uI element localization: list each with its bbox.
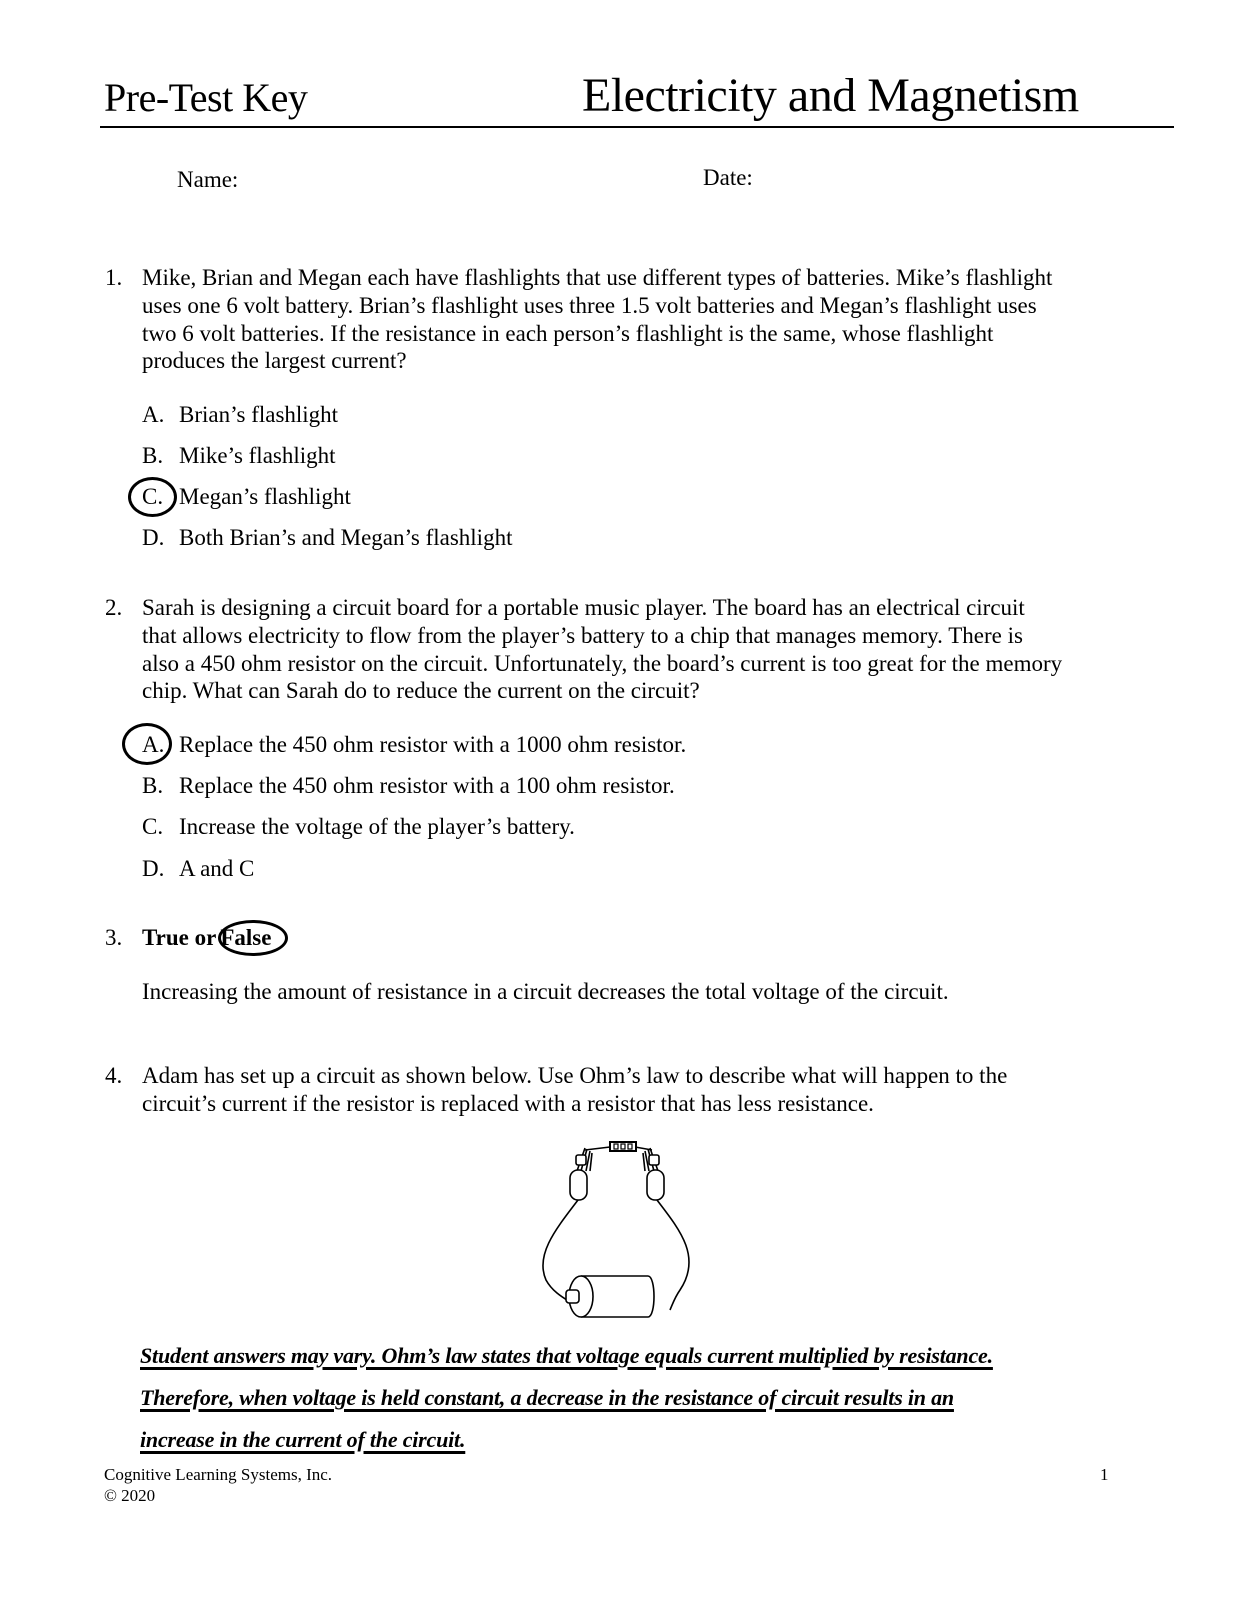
q2-option-b[interactable]: [142, 773, 675, 799]
q2-option-c[interactable]: [142, 814, 575, 840]
question-line: produces the largest current?: [142, 348, 407, 374]
question-line: that allows electricity to flow from the player’s battery to a chip that manages memory. There is: [142, 622, 1023, 648]
alligator-clip-right-icon: [643, 1148, 664, 1200]
question-text: [142, 594, 1142, 705]
q1-option-d[interactable]: [142, 525, 512, 551]
question-number: 4.: [105, 1063, 123, 1088]
right-wire: [657, 1200, 689, 1310]
question-4: [105, 1062, 1145, 1122]
option-text: Increase the voltage of the player’s battery.: [179, 814, 575, 839]
name-label: Name:: [177, 167, 239, 192]
question-2: [105, 594, 1145, 704]
question-number: 3.: [105, 925, 123, 950]
question-line: uses one 6 volt battery. Brian’s flashlight uses three 1.5 volt batteries and Megan’s flashlight uses: [142, 292, 1037, 318]
option-letter: A.: [142, 402, 165, 427]
page-number: 1: [1100, 1465, 1109, 1484]
option-text: Both Brian’s and Megan’s flashlight: [179, 525, 513, 550]
circuit-diagram: [530, 1135, 690, 1335]
option-letter: A.: [142, 732, 165, 757]
option-letter: D.: [142, 856, 165, 881]
option-text: Megan’s flashlight: [179, 484, 351, 509]
document-subtitle: Pre-Test Key: [104, 75, 308, 120]
true-option[interactable]: True: [142, 925, 189, 950]
option-letter: B.: [142, 443, 164, 468]
question-line: two 6 volt batteries. If the resistance in each person’s flashlight is the same, whose flashlight: [142, 320, 994, 346]
option-text: Brian’s flashlight: [179, 402, 339, 427]
footer-copyright: © 2020: [104, 1486, 156, 1505]
option-text: Mike’s flashlight: [179, 443, 336, 468]
false-option[interactable]: False: [220, 925, 272, 950]
battery-icon: [566, 1276, 654, 1317]
or-label: or: [194, 925, 217, 950]
circuit-drawing: [543, 1142, 689, 1317]
question-3: [105, 924, 705, 954]
option-letter: D.: [142, 525, 165, 550]
question-statement: Increasing the amount of resistance in a circuit decreases the total voltage of the circuit.: [142, 979, 949, 1004]
answer-circle-mark: [128, 477, 177, 517]
answer-circle-mark: [122, 723, 172, 765]
question-line: Sarah is designing a circuit board for a portable music player. The board has an electrical circuit: [142, 595, 1025, 620]
q2-option-a[interactable]: [142, 732, 686, 758]
option-text: Replace the 450 ohm resistor with a 1000 ohm resistor.: [179, 732, 687, 757]
question-line: circuit’s current if the resistor is replaced with a resistor that has less resistance.: [142, 1090, 874, 1116]
answer-line-1: Student answers may vary. Ohm’s law states that voltage equals current multiplied by resistance.: [140, 1343, 993, 1368]
document-title: Electricity and Magnetism: [582, 69, 1079, 122]
option-letter: C.: [142, 814, 164, 839]
q2-option-d[interactable]: [142, 856, 254, 882]
footer-company: Cognitive Learning Systems, Inc.: [104, 1465, 333, 1484]
option-text: Replace the 450 ohm resistor with a 100 ohm resistor.: [179, 773, 675, 798]
question-1: [105, 264, 1145, 374]
question-line: chip. What can Sarah do to reduce the current on the circuit?: [142, 678, 700, 704]
question-text: [142, 1062, 1142, 1118]
question-text: [142, 264, 1142, 375]
question-line: also a 450 ohm resistor on the circuit. Unfortunately, the board’s current is too great for the memory: [142, 650, 1063, 676]
answer-line-3: increase in the current of the circuit.: [140, 1427, 466, 1452]
header-divider: [100, 126, 1174, 128]
date-label: Date:: [703, 165, 753, 190]
q1-option-b[interactable]: [142, 443, 336, 469]
option-letter: B.: [142, 773, 164, 798]
question-number: 1.: [105, 265, 123, 290]
question-line: Mike, Brian and Megan each have flashlights that use different types of batteries. Mike’s flashlight: [142, 265, 1053, 290]
q1-option-a[interactable]: [142, 402, 338, 428]
answer-line-2: Therefore, when voltage is held constant, a decrease in the resistance of circuit results in an: [140, 1385, 954, 1410]
alligator-clip-left-icon: [570, 1148, 592, 1200]
option-text: A and C: [179, 856, 255, 881]
question-line: Adam has set up a circuit as shown below. Use Ohm’s law to describe what will happen to the: [142, 1063, 1008, 1088]
option-letter: C.: [142, 484, 164, 509]
answer-circle-mark: [218, 920, 288, 956]
question-number: 2.: [105, 595, 123, 620]
